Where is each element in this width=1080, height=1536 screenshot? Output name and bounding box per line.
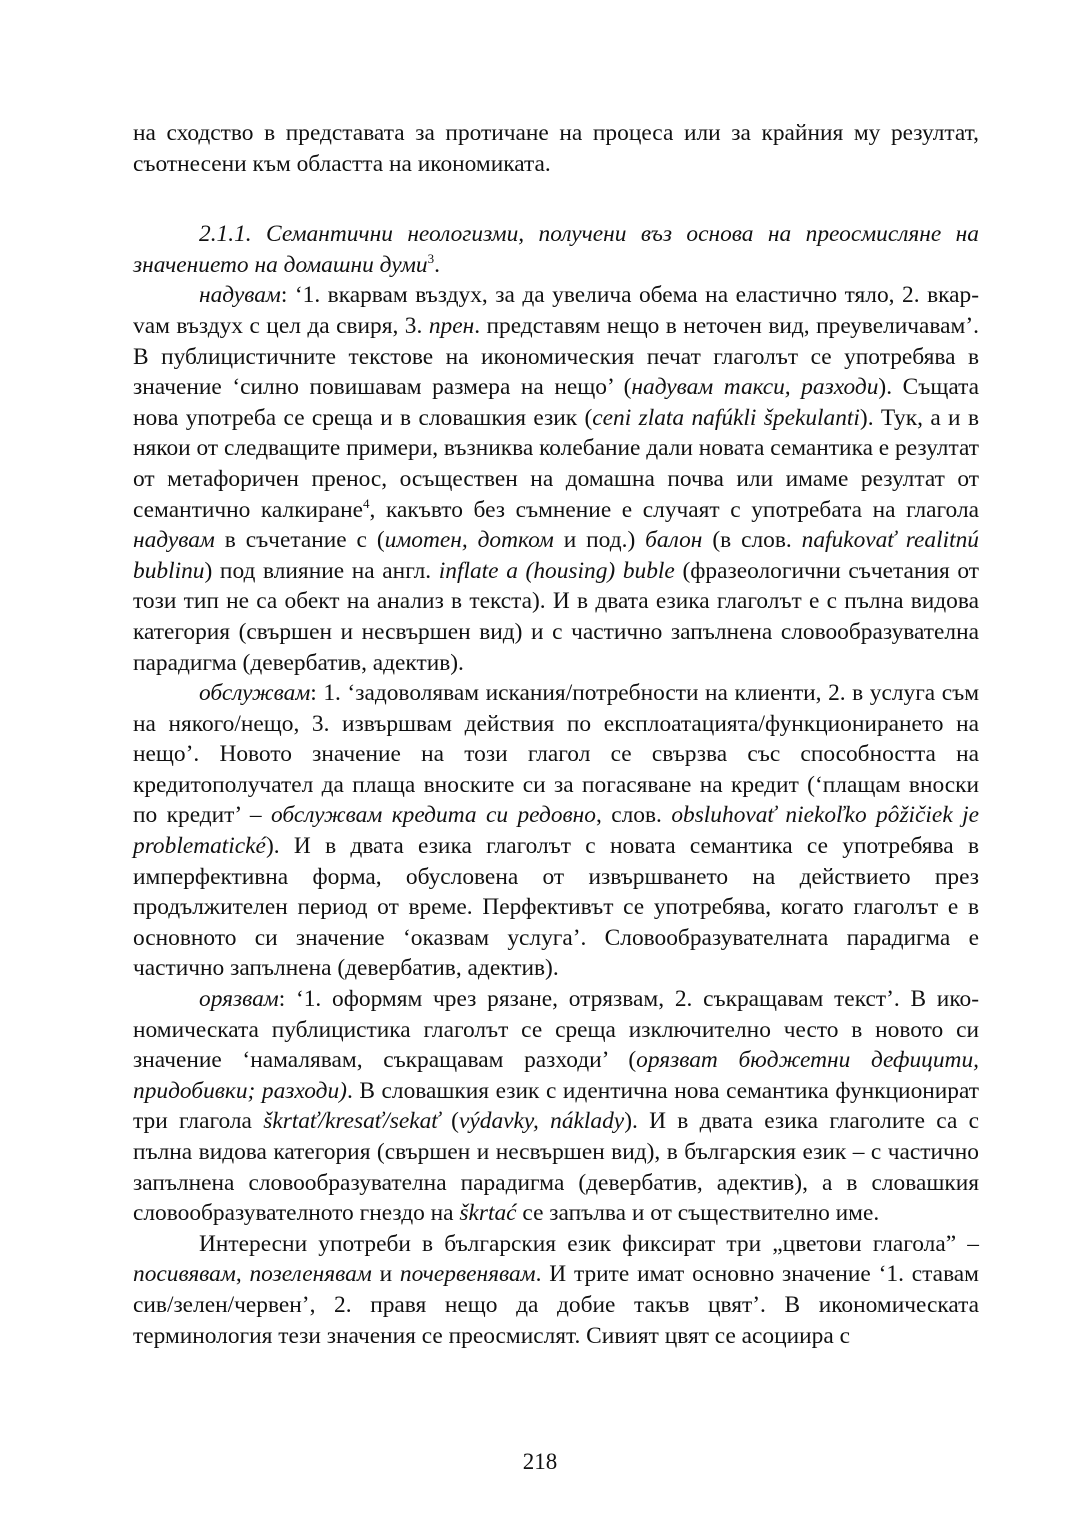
text-run: , слов.: [595, 802, 672, 829]
italic-text: обслужвам кредита си редовно: [271, 802, 596, 829]
text-run: ,: [235, 1261, 250, 1288]
text-run: (фразеологични съчетания от този тип не са обект на анализ в текста). И в двата езика глаголът е с пълна видова категория (свършен и несвършен вид) и с частично запълнена словообразувателна парадигма (девербатив, адектив).: [133, 557, 979, 676]
paragraph: [133, 984, 979, 1229]
italic-text: балон: [645, 527, 703, 554]
italic-text: позеленявам: [249, 1261, 372, 1288]
paragraph: [133, 219, 979, 280]
italic-text: почервенявам: [399, 1261, 536, 1288]
text-run: , какъвто без съмнение е случаят с употребата на глагола: [369, 496, 979, 523]
text-run: .: [434, 251, 440, 278]
text-run: ). Същата нова употреба се среща и в словашкия език (: [133, 374, 979, 431]
text-run: ). И в двата езика глаголите са с пълна видова категория (свършен и несвършен вид), в българския език – с частично запълнена словообразувателна парадигма (девербатив, адектив), а в словашкия словообразувателното гнездо на: [133, 1108, 980, 1227]
text-run: ) под влияние на англ.: [204, 557, 439, 584]
italic-text: обслужвам: [199, 680, 311, 707]
italic-text: nafukovať realitnú bublinu: [133, 527, 980, 584]
italic-text: inflate a (housing) buble: [438, 557, 675, 584]
body-text: [133, 118, 979, 1351]
paragraph: [133, 1229, 979, 1351]
text-run: на сходство в представата за протичане на процеса или за крайния му резултат, съотнесени към областта на икономиката.: [133, 120, 979, 177]
text-run: в съчетание с (: [214, 527, 385, 554]
text-run: и: [371, 1261, 400, 1288]
footnote-marker: 3: [427, 250, 435, 266]
italic-text: надувам: [199, 282, 281, 309]
italic-text: výdavky, náklady: [458, 1108, 625, 1135]
text-run: се запълва и от съществително име.: [516, 1200, 880, 1227]
text-run: Интересни употреби в българския език фиксират три „цветови глагола” –: [199, 1230, 979, 1257]
paragraph: [133, 678, 979, 984]
text-run: (в слов.: [702, 527, 802, 554]
text-run: . представям нещо в неточен вид, преувеличавам’. В публицистичните текстове на икономическия печат глаголът се употребява в значение ‘силно повишавам размера на нещо’ (: [133, 312, 979, 401]
italic-text: орязвам: [199, 986, 279, 1013]
italic-text: ceni zlata nafúkli špekulanti: [592, 404, 860, 431]
italic-text: škrtať/kresať/sekať: [263, 1108, 440, 1135]
text-run: и под.): [553, 527, 646, 554]
italic-text: прен: [428, 312, 475, 339]
text-run: . В словашкия език с идентична нова семантика функционират три глагола: [133, 1077, 979, 1135]
paragraph-spacer: [133, 179, 979, 219]
text-run: ). Тук, а и в някои от следващите примери, възниква колебание дали новата семантика е резултат от метафоричен пренос, осъществен на домашна почва или имаме резултат от семантично калкиране: [133, 404, 979, 523]
text-run: . И трите имат основно значение ‘1. ставам сив/зелен/червен’, 2. правя нещо да добие такъв цвят’. В икономическата терминология тези значения се преосмислят. Сивият цвят се асоциира с: [133, 1261, 979, 1349]
italic-text: имотен, дотком: [384, 527, 554, 554]
italic-text: посивявам: [133, 1261, 236, 1288]
text-run: : ‘1. вкарвам въздух, за да увелича обема на еластично тяло, 2. вкарvам въздух с цел да свиря, 3.: [133, 282, 979, 339]
italic-text: obsluhovať niekoľko pôžičiek je problematické: [133, 802, 980, 860]
paragraph: [133, 118, 979, 179]
paragraph: [133, 280, 979, 678]
italic-text: орязват бюджетни дефицити, придобивки; разходи): [133, 1047, 979, 1104]
page-number: 218: [522, 1449, 558, 1474]
italic-text: škrtać: [459, 1200, 517, 1227]
text-run: ). И в двата езика глаголът с новата семантика се употребява в имперфективна форма, обусловена от извършването на действието през продължителен период от време. Перфективът се употребява, когато глаголът е в основното си значение ‘оказвам услуга’. Словообразувателната парадигма е частично запълнена (девербатив, адектив).: [133, 833, 979, 982]
italic-text: надувам: [133, 527, 215, 554]
text-run: (: [439, 1108, 459, 1135]
italic-text: надувам такси, разходи: [631, 374, 879, 401]
text-run: : 1. ‘задоволявам искания/потребности на клиенти, 2. в услуга съм на някого/нещо, 3. извършвам действия по експлоатацията/функционирането на нещо’. Новото значение на този глагол се свързва със способността на кредитополучател да плаща вноските си за погасяване на кредит (‘плащам вноски по кредит’ –: [133, 680, 979, 829]
text-run: : ‘1. оформям чрез рязане, отрязвам, 2. съкращавам текст’. В икономическата публицистика глаголът се среща изключително често в новото си значение ‘намалявам, съкращавам разходи’ (: [133, 986, 979, 1074]
footnote-marker: 4: [363, 495, 370, 511]
italic-text: 2.1.1. Семантични неологизми, получени въз основа на преосмисляне на значението на домашни думи: [133, 221, 979, 278]
